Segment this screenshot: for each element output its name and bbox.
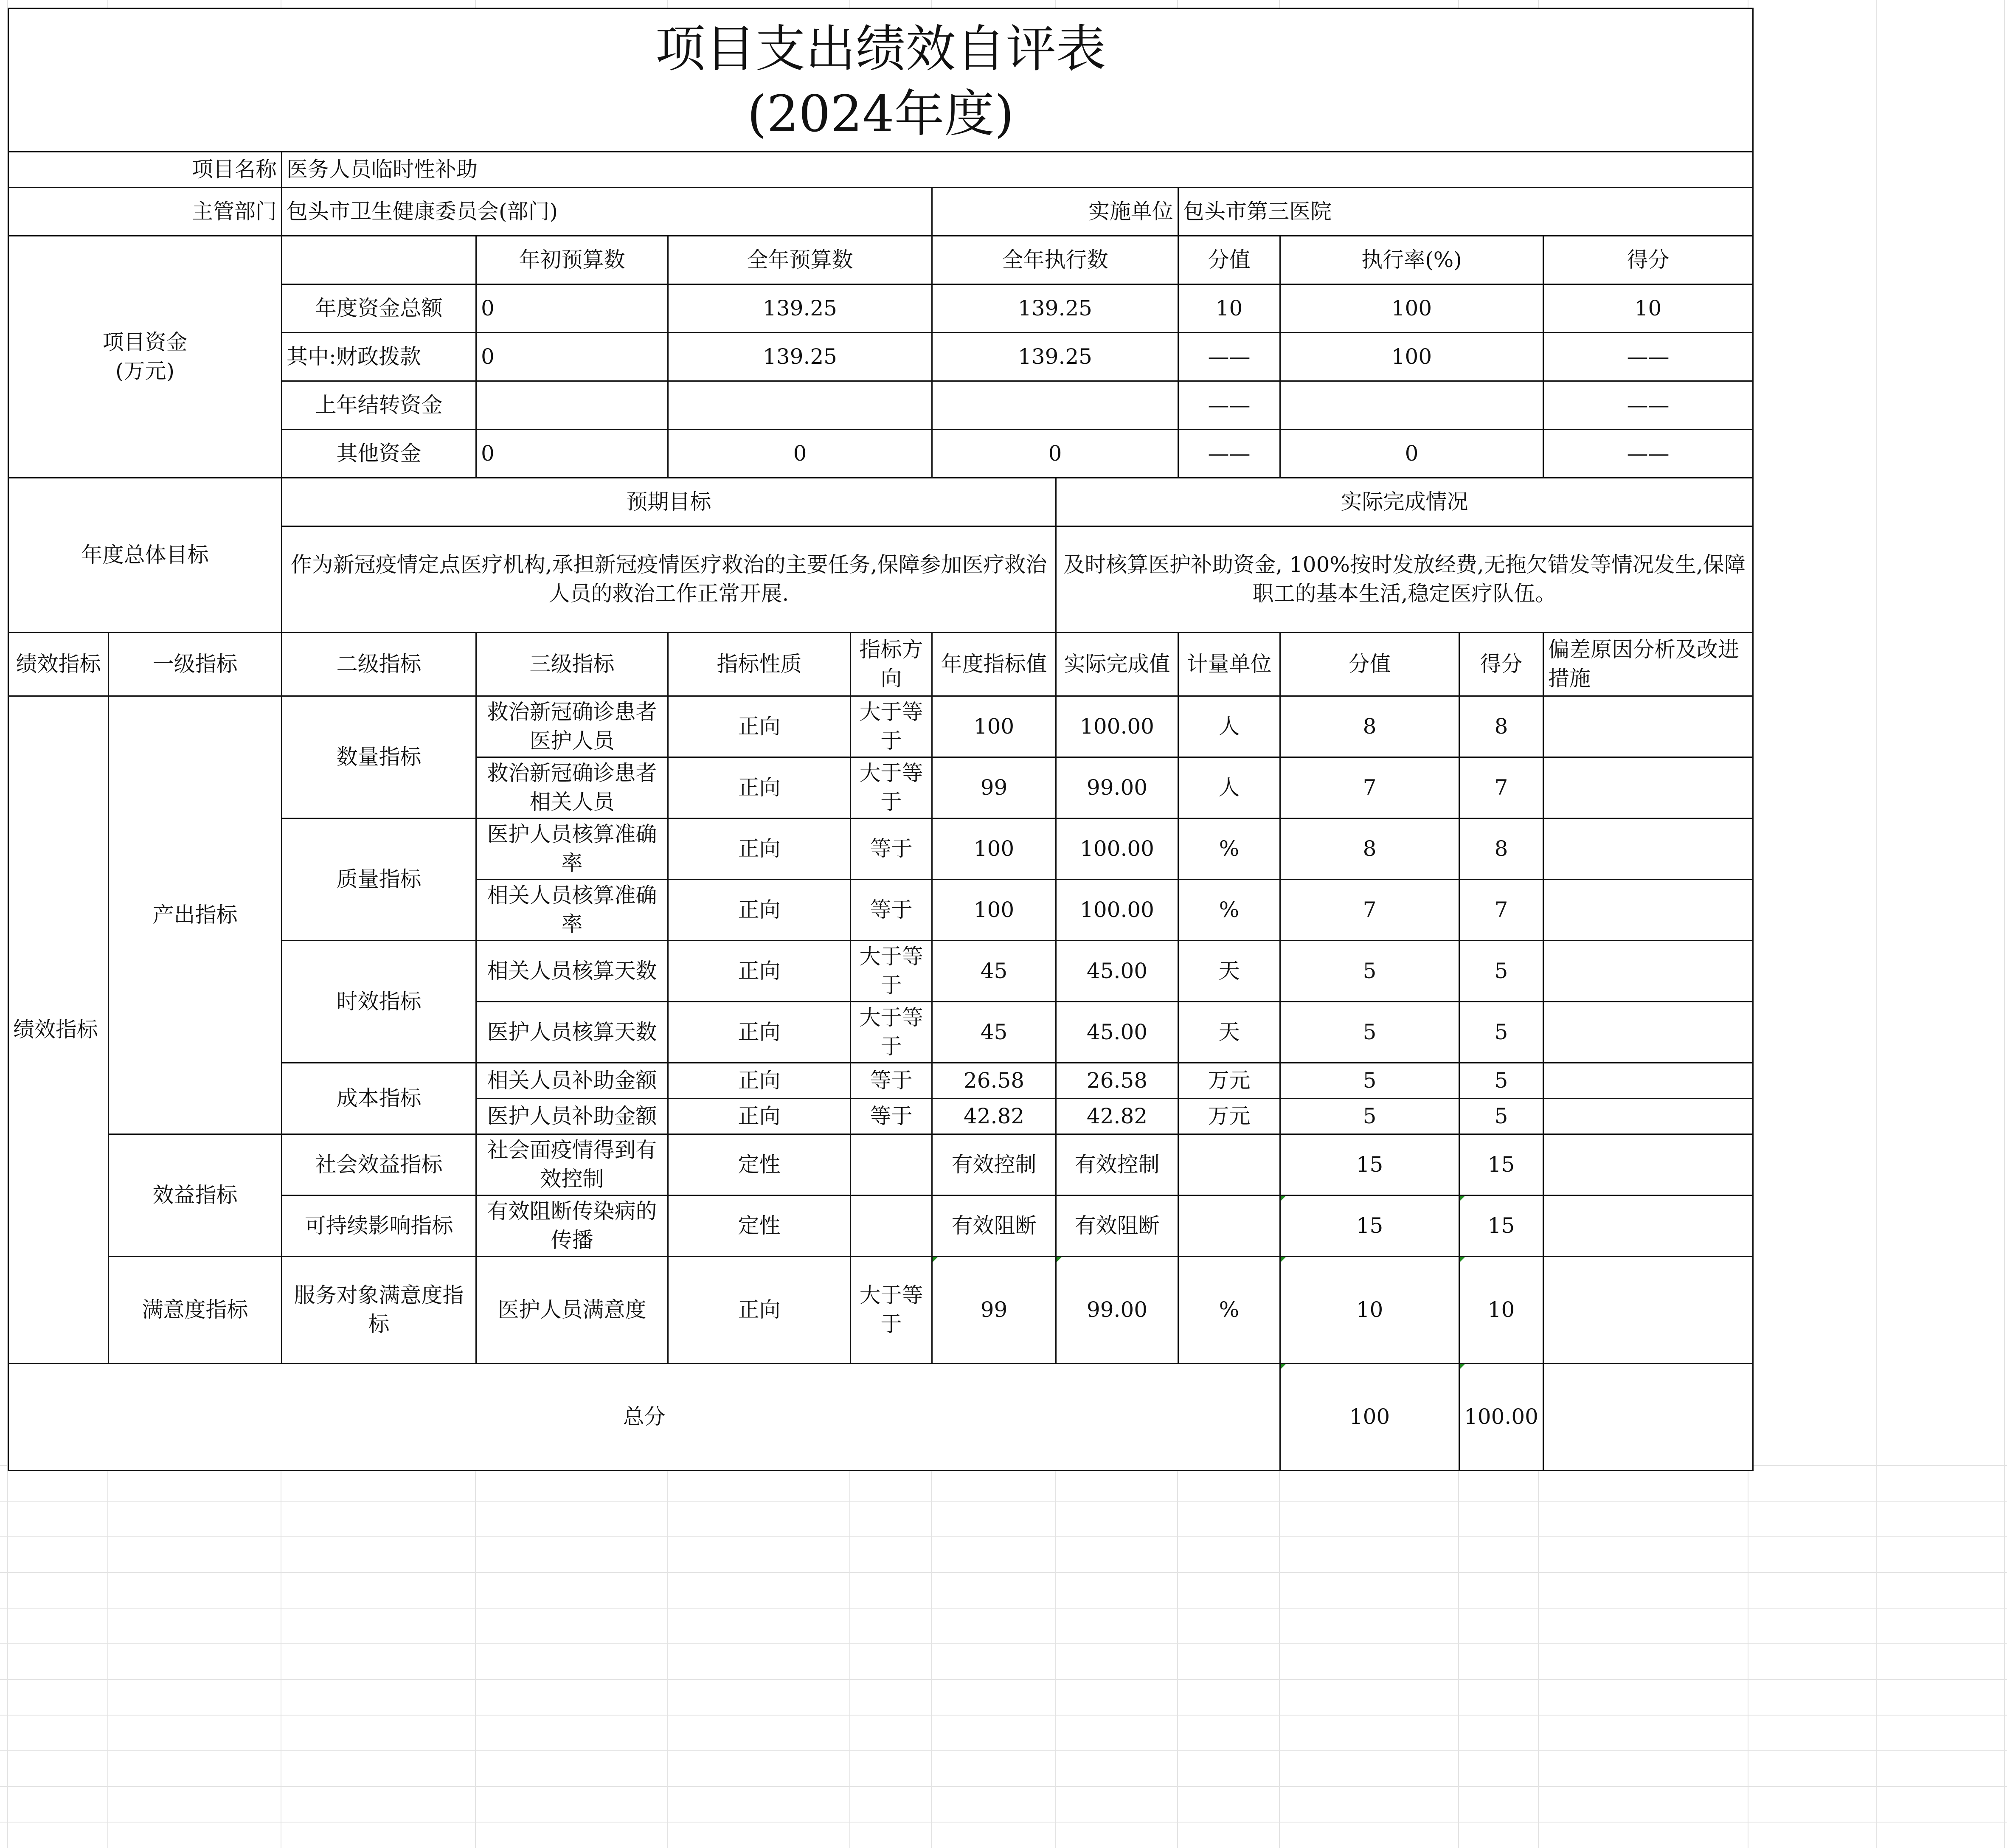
perf-header-unit: 计量单位 [1178, 632, 1280, 696]
funds-rate-cell[interactable]: 100 [1280, 284, 1543, 332]
weight-cell[interactable]: 8 [1280, 818, 1459, 879]
target-cell[interactable]: 100 [932, 818, 1056, 879]
unit-cell[interactable]: 万元 [1178, 1098, 1280, 1134]
funds-row-label: 年度资金总额 [282, 284, 476, 332]
impl-unit-value[interactable]: 包头市第三医院 [1178, 187, 1753, 236]
unit-cell[interactable]: 万元 [1178, 1063, 1280, 1098]
actual-cell[interactable]: 100.00 [1056, 879, 1178, 940]
actual-cell[interactable]: 有效阻断 [1056, 1195, 1178, 1256]
actual-cell[interactable]: 100.00 [1056, 818, 1178, 879]
level2-sustain: 可持续影响指标 [282, 1195, 476, 1256]
deviation-cell[interactable] [1543, 940, 1753, 1001]
level3-cell[interactable]: 医护人员核算准确率 [476, 818, 668, 879]
deviation-cell[interactable] [1543, 1063, 1753, 1098]
deviation-cell[interactable] [1543, 1134, 1753, 1195]
annual-goal-label: 年度总体目标 [8, 478, 282, 632]
deviation-cell[interactable] [1543, 879, 1753, 940]
unit-cell[interactable] [1178, 1134, 1280, 1195]
actual-cell[interactable]: 100.00 [1056, 696, 1178, 757]
target-cell[interactable]: 99 [932, 1256, 1056, 1363]
level1-output: 产出指标 [109, 696, 282, 1134]
level3-cell[interactable]: 相关人员核算天数 [476, 940, 668, 1001]
nature-cell[interactable]: 正向 [668, 757, 851, 818]
perf-header-level3: 三级指标 [476, 632, 668, 696]
level2-service: 服务对象满意度指标 [282, 1256, 476, 1363]
funds-annual-cell[interactable]: 0 [668, 429, 932, 478]
funds-score-cell[interactable]: —— [1543, 381, 1753, 429]
target-cell[interactable]: 有效阻断 [932, 1195, 1056, 1256]
funds-rate-cell[interactable] [1280, 381, 1543, 429]
level2-quantity: 数量指标 [282, 696, 476, 818]
perf-row [8, 1256, 1753, 1363]
funds-exec-cell[interactable] [932, 381, 1178, 429]
weight-cell[interactable]: 15 [1280, 1134, 1459, 1195]
weight-cell[interactable]: 7 [1280, 757, 1459, 818]
level2-cost: 成本指标 [282, 1063, 476, 1134]
funds-header-annual: 全年预算数 [668, 236, 932, 284]
score-cell[interactable]: 8 [1459, 818, 1543, 879]
weight-cell[interactable]: 5 [1280, 1098, 1459, 1134]
score-cell[interactable]: 10 [1459, 1256, 1543, 1363]
funds-weight-cell[interactable]: —— [1178, 332, 1280, 381]
level1-satisfaction: 满意度指标 [109, 1256, 282, 1363]
funds-header-blank [282, 236, 476, 284]
perf-row [8, 696, 1753, 757]
nature-cell[interactable]: 正向 [668, 1098, 851, 1134]
direction-cell[interactable] [851, 1195, 932, 1256]
funds-annual-cell[interactable] [668, 381, 932, 429]
score-cell[interactable]: 15 [1459, 1134, 1543, 1195]
level3-cell[interactable]: 社会面疫情得到有效控制 [476, 1134, 668, 1195]
nature-cell[interactable]: 正向 [668, 1063, 851, 1098]
actual-cell[interactable]: 42.82 [1056, 1098, 1178, 1134]
actual-completion-header: 实际完成情况 [1056, 478, 1753, 526]
score-cell[interactable]: 15 [1459, 1195, 1543, 1256]
direction-cell[interactable]: 大于等于 [851, 1001, 932, 1063]
perf-header-deviation: 偏差原因分析及改进措施 [1543, 632, 1753, 696]
weight-cell[interactable]: 5 [1280, 1063, 1459, 1098]
level3-cell[interactable]: 医护人员满意度 [476, 1256, 668, 1363]
perf-header-row [8, 632, 1753, 696]
target-cell[interactable]: 45 [932, 1001, 1056, 1063]
impl-unit-label: 实施单位 [932, 187, 1178, 236]
actual-cell[interactable]: 45.00 [1056, 940, 1178, 1001]
unit-cell[interactable]: 天 [1178, 1001, 1280, 1063]
dept-value[interactable]: 包头市卫生健康委员会(部门) [282, 187, 932, 236]
level3-cell[interactable]: 救治新冠确诊患者相关人员 [476, 757, 668, 818]
expected-goal-header: 预期目标 [282, 478, 1056, 526]
perf-header-level1: 一级指标 [109, 632, 282, 696]
funds-row-label: 其他资金 [282, 429, 476, 478]
perf-header-level2: 二级指标 [282, 632, 476, 696]
weight-cell[interactable]: 7 [1280, 879, 1459, 940]
actual-completion-text[interactable]: 及时核算医护补助资金, 100%按时发放经费,无拖欠错发等情况发生,保障职工的基本生活,稳定医疗队伍。 [1056, 526, 1753, 632]
level3-cell[interactable]: 医护人员核算天数 [476, 1001, 668, 1063]
funds-header-exec: 全年执行数 [932, 236, 1178, 284]
funds-weight-cell[interactable]: 10 [1178, 284, 1280, 332]
perf-header-direction: 指标方向 [851, 632, 932, 696]
total-row [8, 1363, 1753, 1470]
actual-cell[interactable]: 45.00 [1056, 1001, 1178, 1063]
funds-header-rate: 执行率(%) [1280, 236, 1543, 284]
score-cell[interactable]: 5 [1459, 940, 1543, 1001]
target-cell[interactable]: 45 [932, 940, 1056, 1001]
perf-header-target: 年度指标值 [932, 632, 1056, 696]
deviation-cell[interactable] [1543, 1256, 1753, 1363]
nature-cell[interactable]: 定性 [668, 1134, 851, 1195]
weight-cell[interactable]: 5 [1280, 1001, 1459, 1063]
target-cell[interactable]: 100 [932, 879, 1056, 940]
actual-cell[interactable]: 有效控制 [1056, 1134, 1178, 1195]
sheet-title [8, 8, 1753, 152]
score-cell[interactable]: 7 [1459, 757, 1543, 818]
nature-cell[interactable]: 正向 [668, 818, 851, 879]
level2-timeliness: 时效指标 [282, 940, 476, 1063]
weight-cell[interactable]: 8 [1280, 696, 1459, 757]
funds-rate-cell[interactable]: 0 [1280, 429, 1543, 478]
deviation-cell[interactable] [1543, 1195, 1753, 1256]
perf-header-score: 得分 [1459, 632, 1543, 696]
nature-cell[interactable]: 正向 [668, 1256, 851, 1363]
perf-header-weight: 分值 [1280, 632, 1459, 696]
total-label: 总分 [8, 1363, 1280, 1470]
level2-quality: 质量指标 [282, 818, 476, 940]
expected-goal-text[interactable]: 作为新冠疫情定点医疗机构,承担新冠疫情医疗救治的主要任务,保障参加医疗救治人员的救治工作正常开展. [282, 526, 1056, 632]
total-weight[interactable]: 100 [1280, 1363, 1459, 1470]
deviation-cell[interactable] [1543, 1001, 1753, 1063]
perf-header-actual: 实际完成值 [1056, 632, 1178, 696]
score-cell[interactable]: 7 [1459, 879, 1543, 940]
funds-score-cell[interactable]: —— [1543, 429, 1753, 478]
funds-weight-cell[interactable]: —— [1178, 381, 1280, 429]
funds-header-score: 得分 [1543, 236, 1753, 284]
direction-cell[interactable]: 大于等于 [851, 940, 932, 1001]
funds-row-label: 其中:财政拨款 [282, 332, 476, 381]
level3-cell[interactable]: 医护人员补助金额 [476, 1098, 668, 1134]
direction-cell[interactable] [851, 1134, 932, 1195]
target-cell[interactable]: 100 [932, 696, 1056, 757]
funds-section-label: 项目资金 (万元) [8, 236, 282, 478]
unit-cell[interactable] [1178, 1195, 1280, 1256]
target-cell[interactable]: 42.82 [932, 1098, 1056, 1134]
funds-annual-cell[interactable]: 139.25 [668, 332, 932, 381]
target-cell[interactable]: 26.58 [932, 1063, 1056, 1098]
funds-exec-cell[interactable]: 0 [932, 429, 1178, 478]
direction-cell[interactable]: 等于 [851, 818, 932, 879]
funds-header-weight: 分值 [1178, 236, 1280, 284]
actual-cell[interactable]: 26.58 [1056, 1063, 1178, 1098]
unit-cell[interactable]: % [1178, 879, 1280, 940]
score-cell[interactable]: 5 [1459, 1063, 1543, 1098]
unit-cell[interactable]: 人 [1178, 757, 1280, 818]
funds-initial-cell[interactable]: 0 [476, 429, 668, 478]
dept-label: 主管部门 [8, 187, 282, 236]
funds-initial-cell[interactable]: 0 [476, 332, 668, 381]
direction-cell[interactable]: 大于等于 [851, 696, 932, 757]
level1-benefit: 效益指标 [109, 1134, 282, 1256]
funds-annual-cell[interactable]: 139.25 [668, 284, 932, 332]
funds-exec-cell[interactable]: 139.25 [932, 284, 1178, 332]
direction-cell[interactable]: 等于 [851, 879, 932, 940]
funds-exec-cell[interactable]: 139.25 [932, 332, 1178, 381]
unit-cell[interactable]: 天 [1178, 940, 1280, 1001]
score-cell[interactable]: 5 [1459, 1098, 1543, 1134]
weight-cell[interactable]: 10 [1280, 1256, 1459, 1363]
level3-cell[interactable]: 救治新冠确诊患者医护人员 [476, 696, 668, 757]
deviation-cell[interactable] [1543, 696, 1753, 757]
project-name-label: 项目名称 [8, 152, 282, 187]
actual-cell[interactable]: 99.00 [1056, 757, 1178, 818]
direction-cell[interactable]: 等于 [851, 1098, 932, 1134]
nature-cell[interactable]: 正向 [668, 940, 851, 1001]
direction-cell[interactable]: 大于等于 [851, 757, 932, 818]
deviation-cell[interactable] [1543, 1098, 1753, 1134]
unit-cell[interactable]: 人 [1178, 696, 1280, 757]
level3-cell[interactable]: 有效阻断传染病的传播 [476, 1195, 668, 1256]
unit-cell[interactable]: % [1178, 818, 1280, 879]
direction-cell[interactable]: 等于 [851, 1063, 932, 1098]
funds-score-cell[interactable]: —— [1543, 332, 1753, 381]
weight-cell[interactable]: 15 [1280, 1195, 1459, 1256]
level3-cell[interactable]: 相关人员补助金额 [476, 1063, 668, 1098]
weight-cell[interactable]: 5 [1280, 940, 1459, 1001]
level2-social: 社会效益指标 [282, 1134, 476, 1195]
nature-cell[interactable]: 正向 [668, 696, 851, 757]
project-name-value[interactable]: 医务人员临时性补助 [282, 152, 1753, 187]
perf-row [8, 1134, 1753, 1195]
nature-cell[interactable]: 定性 [668, 1195, 851, 1256]
funds-weight-cell[interactable]: —— [1178, 429, 1280, 478]
title-line-1: 项目支出绩效自评表 [655, 20, 1106, 78]
nature-cell[interactable]: 正向 [668, 879, 851, 940]
funds-initial-cell[interactable]: 0 [476, 284, 668, 332]
unit-cell[interactable]: % [1178, 1256, 1280, 1363]
performance-self-evaluation-table [8, 8, 1754, 1471]
perf-header-nature: 指标性质 [668, 632, 851, 696]
actual-cell[interactable]: 99.00 [1056, 1256, 1178, 1363]
title-line-2: (2024年度) [747, 84, 1014, 143]
perf-header-indicator: 绩效指标 [8, 632, 109, 696]
funds-initial-cell[interactable] [476, 381, 668, 429]
nature-cell[interactable]: 正向 [668, 1001, 851, 1063]
total-deviation[interactable] [1543, 1363, 1753, 1470]
funds-rate-cell[interactable]: 100 [1280, 332, 1543, 381]
funds-score-cell[interactable]: 10 [1543, 284, 1753, 332]
level3-cell[interactable]: 相关人员核算准确率 [476, 879, 668, 940]
deviation-cell[interactable] [1543, 818, 1753, 879]
score-cell[interactable]: 8 [1459, 696, 1543, 757]
target-cell[interactable]: 有效控制 [932, 1134, 1056, 1195]
deviation-cell[interactable] [1543, 757, 1753, 818]
direction-cell[interactable]: 大于等于 [851, 1256, 932, 1363]
target-cell[interactable]: 99 [932, 757, 1056, 818]
total-score[interactable]: 100.00 [1459, 1363, 1543, 1470]
perf-side-label: 绩效指标 [8, 696, 109, 1363]
funds-header-initial: 年初预算数 [476, 236, 668, 284]
score-cell[interactable]: 5 [1459, 1001, 1543, 1063]
funds-row-label: 上年结转资金 [282, 381, 476, 429]
